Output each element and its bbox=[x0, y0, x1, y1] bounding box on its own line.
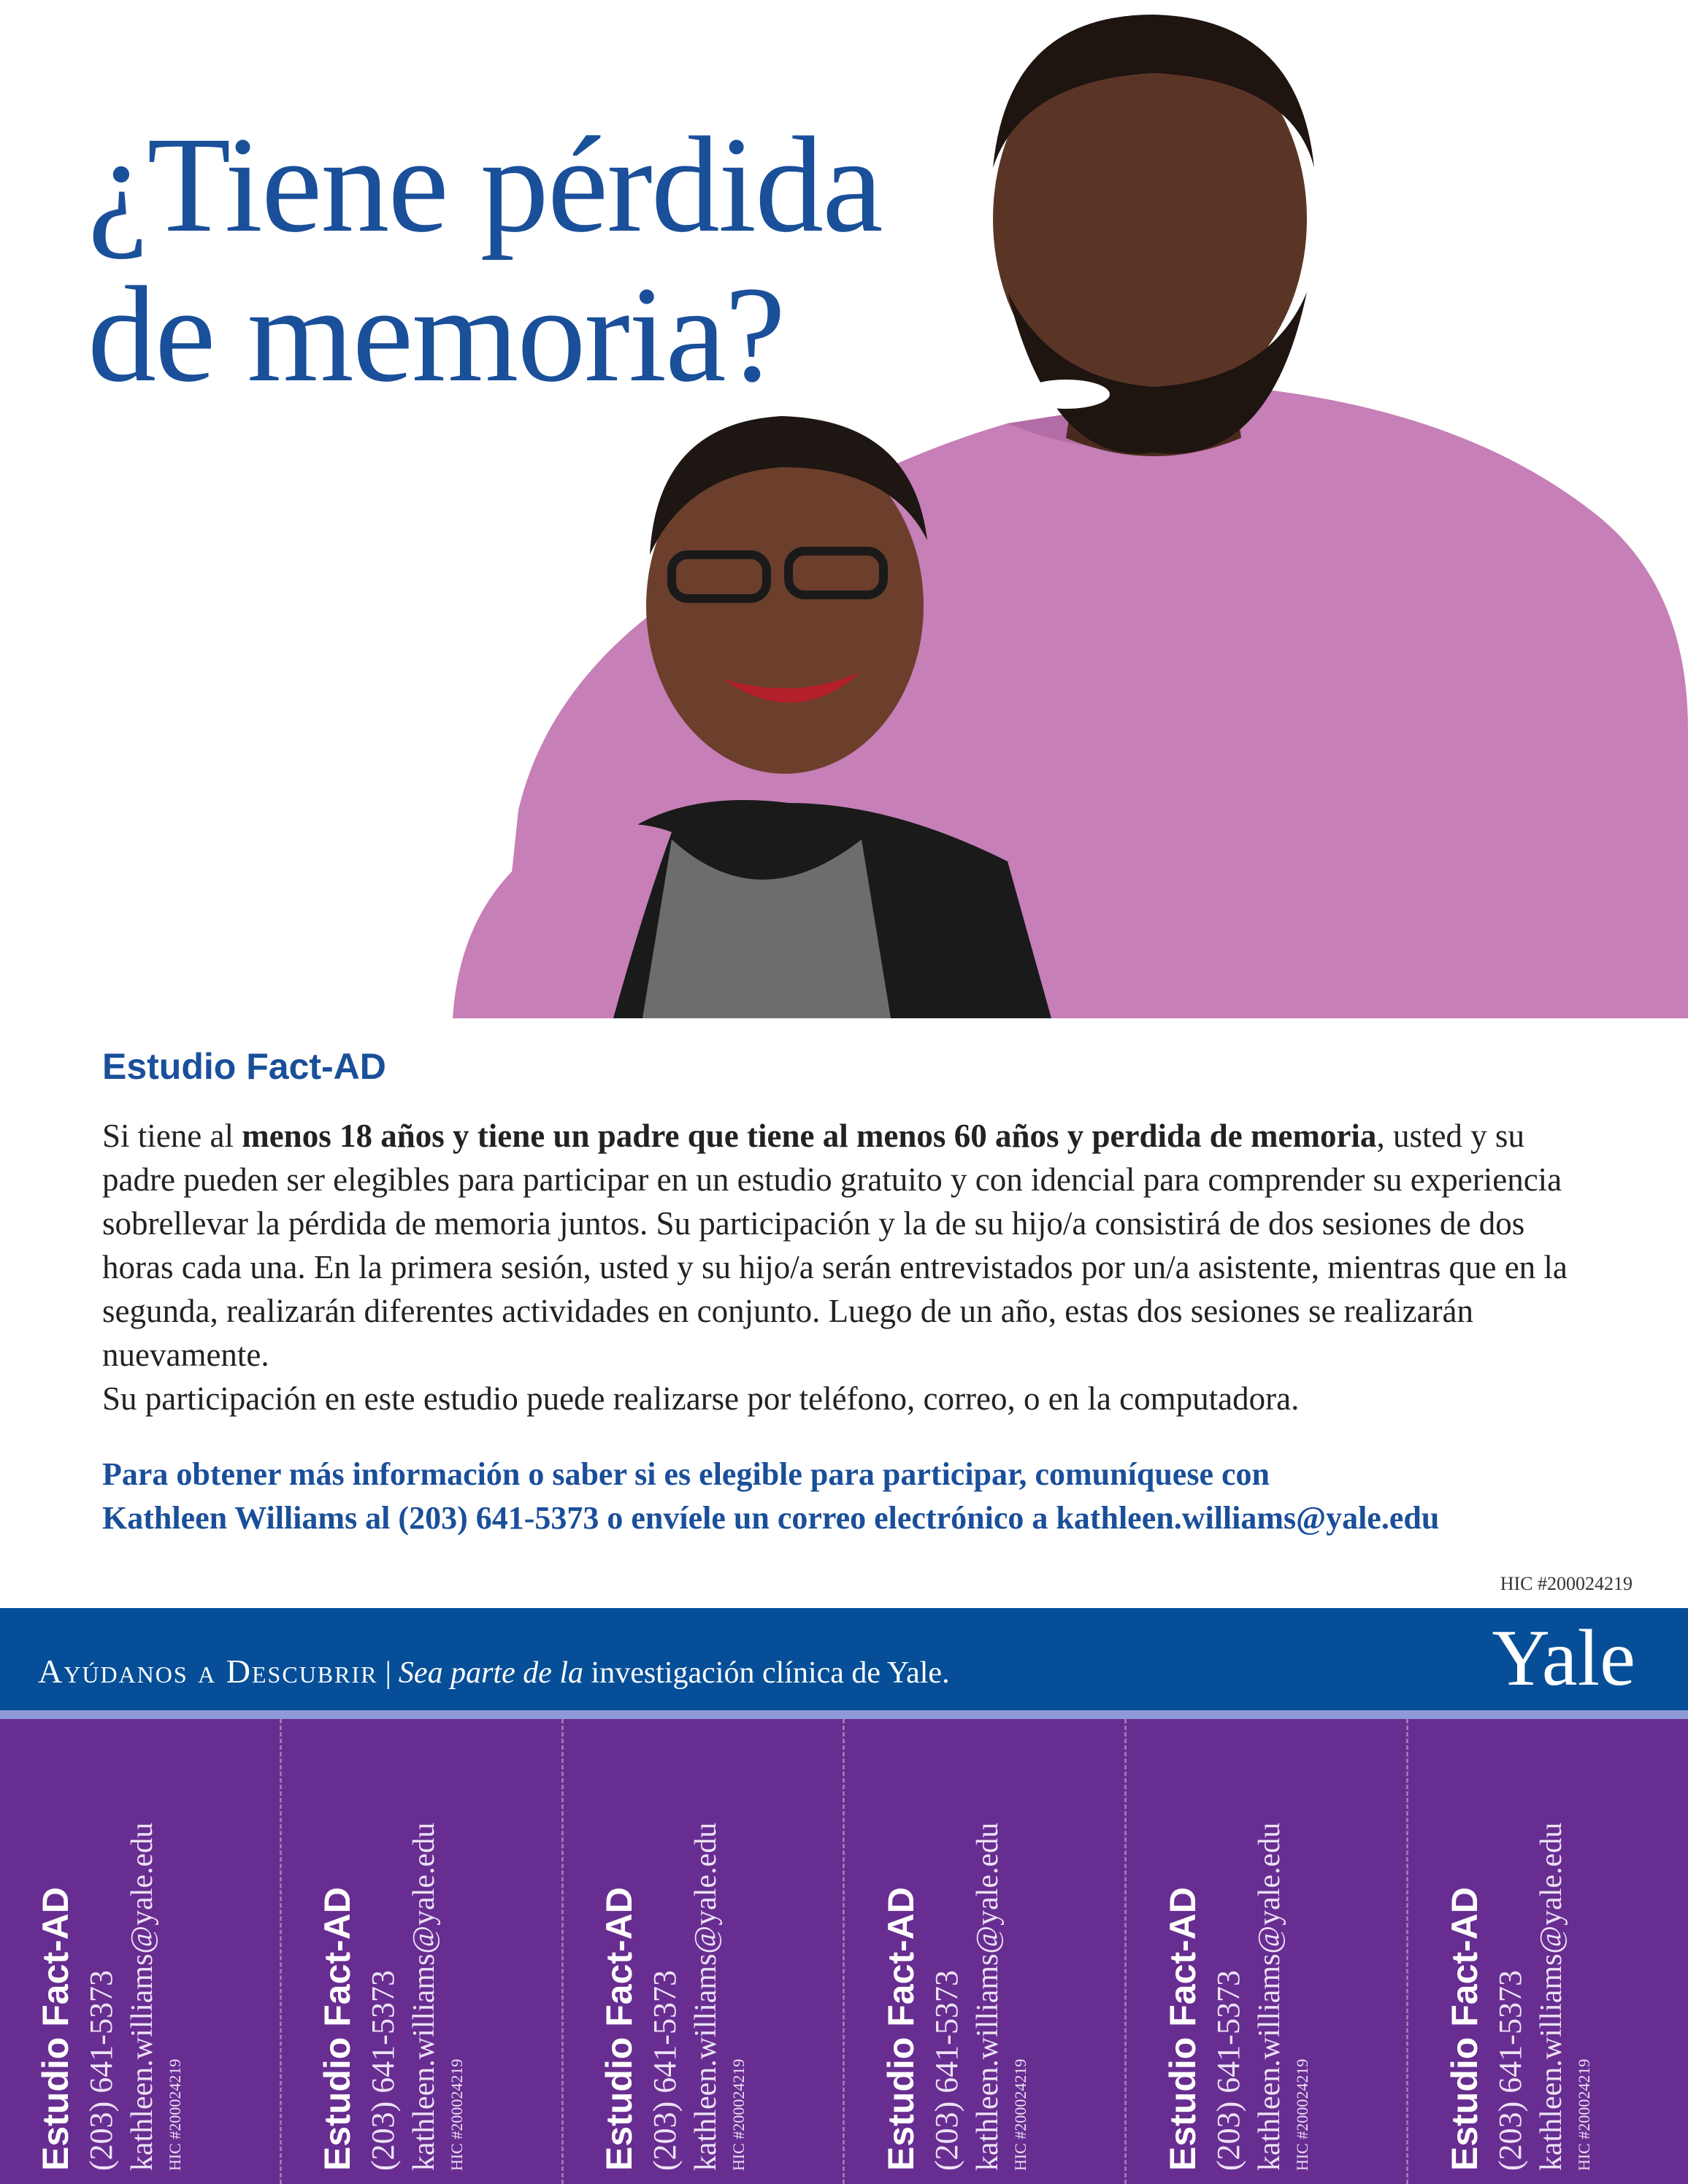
tab-phone: (203) 641-5373 bbox=[928, 1969, 964, 2171]
tab-phone: (203) 641-5373 bbox=[83, 1969, 120, 2171]
tab-title: Estudio Fact-AD bbox=[317, 1886, 358, 2171]
tear-off-tab[interactable] bbox=[0, 1719, 282, 2184]
tab-hic: HIC #200024219 bbox=[448, 2058, 467, 2171]
headline-line-2: de memoria? bbox=[88, 258, 785, 410]
description-eligibility: menos 18 años y tiene un padre que tiene al menos 60 años y perdida de memoria bbox=[242, 1118, 1377, 1154]
tear-off-tab[interactable] bbox=[564, 1719, 845, 2184]
tab-email: kathleen.williams@yale.edu bbox=[407, 1822, 442, 2171]
tagline-smallcaps: Ayúdanos a Descubrir bbox=[38, 1653, 378, 1690]
tab-hic: HIC #200024219 bbox=[166, 2058, 185, 2171]
tab-title: Estudio Fact-AD bbox=[35, 1886, 77, 2171]
tab-title: Estudio Fact-AD bbox=[880, 1886, 921, 2171]
tab-email: kathleen.williams@yale.edu bbox=[970, 1822, 1005, 2171]
hic-number: HIC #200024219 bbox=[1500, 1573, 1633, 1594]
tear-off-tab[interactable] bbox=[282, 1719, 564, 2184]
tear-off-tab[interactable] bbox=[1127, 1719, 1408, 2184]
hero-photo bbox=[453, 0, 1688, 1018]
contact-info bbox=[102, 1453, 1635, 1540]
tab-hic: HIC #200024219 bbox=[1574, 2058, 1593, 2171]
tear-off-tab[interactable] bbox=[845, 1719, 1127, 2184]
tab-phone: (203) 641-5373 bbox=[647, 1969, 683, 2171]
headline-line-1: ¿Tiene pérdida bbox=[88, 108, 882, 261]
description-modes: Su participación en este estudio puede realizarse por teléfono, correo, o en la computadora. bbox=[102, 1380, 1300, 1417]
tab-email: kathleen.williams@yale.edu bbox=[126, 1822, 160, 2171]
description-details: , usted y su padre pueden ser elegibles para participar en un estudio gratuito y con idencial para comprender su experiencia sobrellevar la pérdida de memoria juntos. Su participación y la de su hijo/a consistirá de dos sesiones de dos horas cada una. En la primera sesión, usted y su hijo/a serán entrevistados por un/a asistente, mientras que en la segunda, realizarán diferentes actividades en conjunto. Luego de un año, estas dos sesiones se realizarán nuevamente. bbox=[102, 1118, 1568, 1373]
tab-email: kathleen.williams@yale.edu bbox=[1534, 1822, 1568, 2171]
tear-off-tabs bbox=[0, 1719, 1688, 2184]
tab-email: kathleen.williams@yale.edu bbox=[689, 1822, 724, 2171]
tab-phone: (203) 641-5373 bbox=[1492, 1969, 1528, 2171]
tab-title: Estudio Fact-AD bbox=[599, 1886, 640, 2171]
banner-tagline bbox=[38, 1652, 950, 1691]
tagline-italic: Sea parte de la bbox=[398, 1656, 584, 1690]
description-intro: Si tiene al bbox=[102, 1118, 242, 1154]
tab-title: Estudio Fact-AD bbox=[1162, 1886, 1203, 2171]
tagline-separator: | bbox=[385, 1656, 391, 1690]
tab-hic: HIC #200024219 bbox=[1292, 2058, 1311, 2171]
tagline-rest: investigación clínica de Yale. bbox=[591, 1656, 950, 1690]
tab-hic: HIC #200024219 bbox=[1010, 2058, 1029, 2171]
study-description bbox=[102, 1114, 1592, 1420]
tab-phone: (203) 641-5373 bbox=[365, 1969, 402, 2171]
yale-logo: Yale bbox=[1492, 1613, 1635, 1702]
tab-email: kathleen.williams@yale.edu bbox=[1252, 1822, 1286, 2171]
contact-line-1: Para obtener más información o saber si es elegible para participar, comuníquese con bbox=[102, 1456, 1270, 1492]
divider-stripe bbox=[0, 1710, 1688, 1719]
contact-line-2[interactable]: Kathleen Williams al (203) 641-5373 o envíele un correo electrónico a kathleen.williams@yale.edu bbox=[102, 1500, 1440, 1536]
study-title: Estudio Fact-AD bbox=[102, 1046, 386, 1087]
yale-banner bbox=[0, 1608, 1688, 1710]
tear-off-tab[interactable] bbox=[1408, 1719, 1688, 2184]
photo-couple-hugging-icon bbox=[453, 0, 1688, 1018]
tab-title: Estudio Fact-AD bbox=[1443, 1886, 1485, 2171]
tab-phone: (203) 641-5373 bbox=[1210, 1969, 1246, 2171]
tab-hic: HIC #200024219 bbox=[729, 2058, 748, 2171]
